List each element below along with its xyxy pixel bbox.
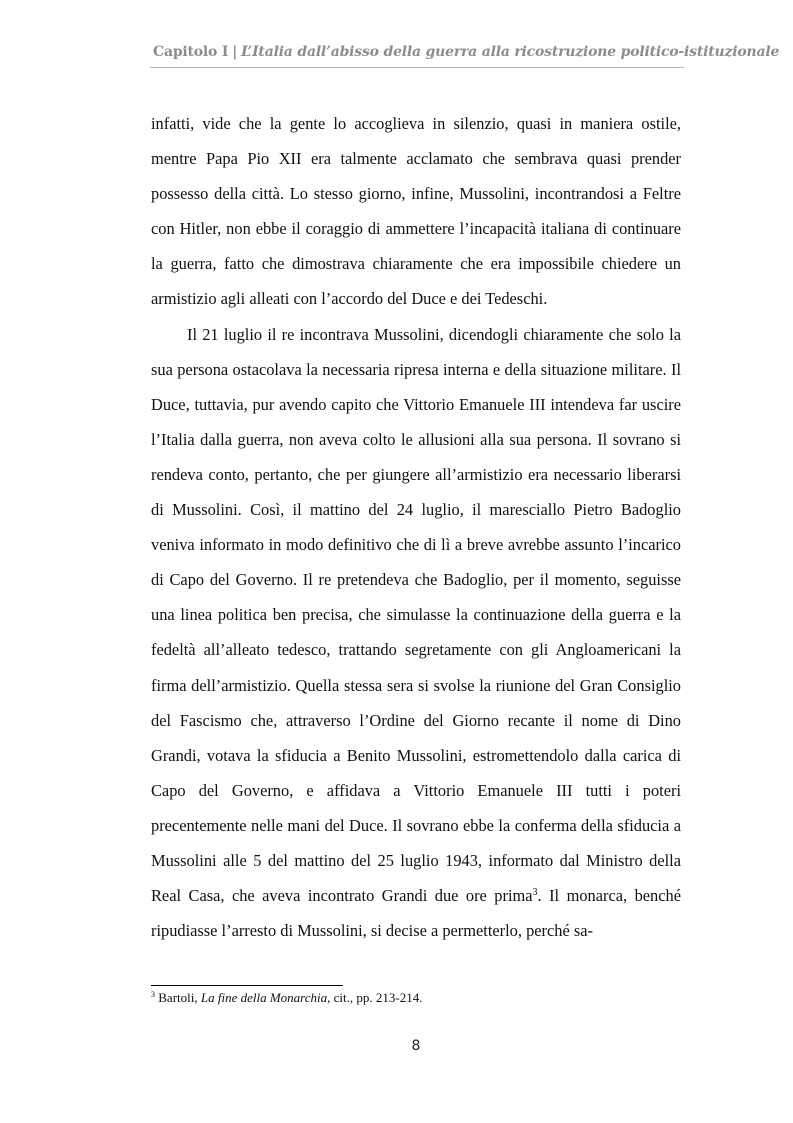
paragraph-2-continuation: . Il monarca, benché ripudiasse l’arresto di Mussolini, si decise a permetterlo, perché sa- [151, 886, 681, 941]
chapter-title: L’Italia dall’abisso della guerra alla ricostruzione politico-istituzionale [241, 44, 780, 60]
footnote-marker: 3 [151, 990, 155, 999]
footnote-citation: cit., pp. 213-214. [333, 990, 423, 1005]
header-rule [150, 67, 684, 68]
paragraph-2 [151, 317, 681, 949]
paragraph-1: infatti, vide che la gente lo accoglieva in silenzio, quasi in maniera ostile, mentre Papa Pio XII era talmente acclamato che sembrava quasi prender possesso della città. Lo stesso giorno, infine, Mussolini, incontrandosi a Feltre con Hitler, non ebbe il coraggio di ammettere l’incapacità italiana di continuare la guerra, fatto che dimostrava chiaramente che era impossibile chiedere un armistizio agli alleati con l’accordo del Duce e dei Tedeschi. [151, 114, 681, 309]
page-number: 8 [411, 1038, 421, 1054]
footnote-work-title: La fine della Monarchia, [200, 990, 331, 1005]
footnote-reference: 3 [532, 887, 538, 899]
footnote [151, 990, 681, 1006]
header-separator: | [232, 44, 238, 60]
running-header [153, 44, 780, 60]
footnote-author: Bartoli, [158, 990, 198, 1005]
paragraph-2-text: Il 21 luglio il re incontrava Mussolini, dicendogli chiaramente che solo la sua persona ostacolava la necessaria ripresa interna e della situazione militare. Il Duce, tuttavia, pur avendo capito che Vittorio Emanuele III intendeva far uscire l’Italia dalla guerra, non aveva colto le allusioni alla sua persona. Il sovrano si rendeva conto, pertanto, che per giungere all’armistizio era necessario liberarsi di Mussolini. Così, il mattino del 24 luglio, il maresciallo Pietro Badoglio veniva informato in modo definitivo che di lì a breve avrebbe assunto l’incarico di Capo del Governo. Il re pretendeva che Badoglio, per il momento, seguisse una linea politica ben precisa, che simulasse la continuazione della guerra e la fedeltà all’alleato tedesco, trattando segretamente con gli Angloamericani la firma dell’armistizio. Quella stessa sera si svolse la riunione del Gran Consiglio del Fascismo che, attraverso l’Ordine del Giorno recante il nome di Dino Grandi, votava la sfiducia a Benito Mussolini, estromettendolo dalla carica di Capo del Governo, e affidava a Vittorio Emanuele III tutti i poteri precentemente nelle mani del Duce. Il sovrano ebbe la conferma della sfiducia a Mussolini alle 5 del mattino del 25 luglio 1943, informato dal Ministro della Real Casa, che aveva incontrato Grandi due ore prima [151, 324, 681, 906]
body-text [151, 106, 681, 948]
chapter-label: Capitolo I [153, 44, 229, 60]
footnote-rule [151, 985, 343, 986]
